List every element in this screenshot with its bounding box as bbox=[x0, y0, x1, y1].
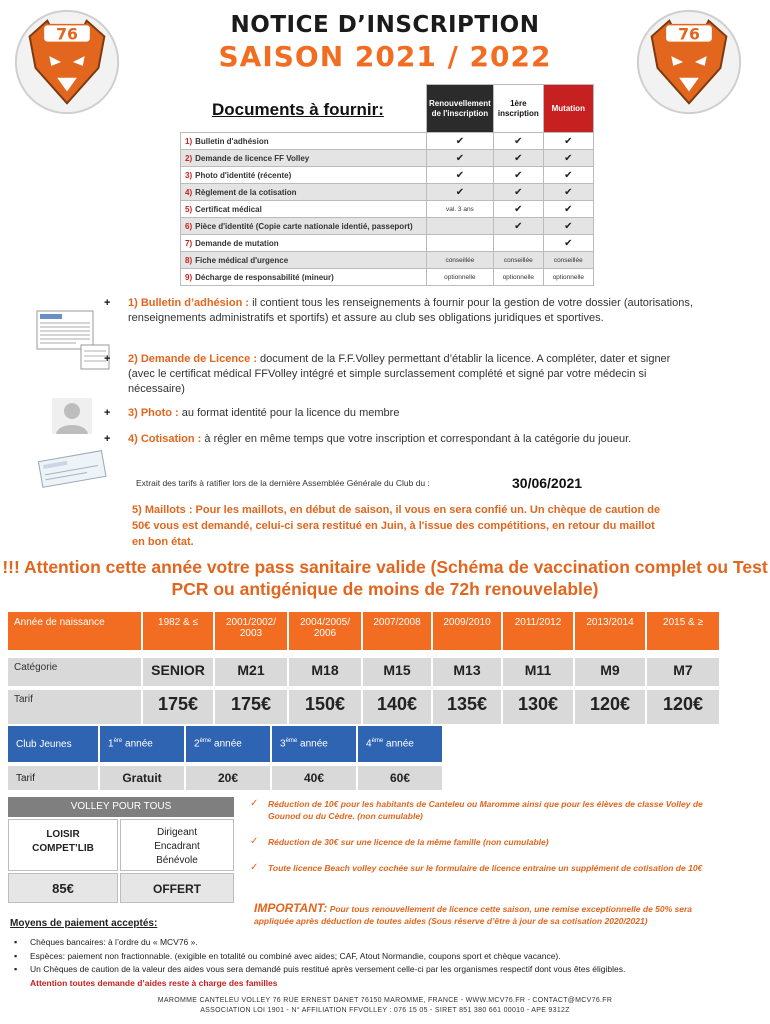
document-cell: ✔ bbox=[493, 201, 543, 218]
document-cell: ✔ bbox=[427, 133, 494, 150]
tarif-category: M7 bbox=[647, 658, 719, 686]
document-cell: ✔ bbox=[543, 150, 593, 167]
tarif-category: M21 bbox=[215, 658, 289, 686]
year-number: 4 bbox=[366, 738, 372, 750]
document-name: Photo d'identité (récente) bbox=[195, 170, 292, 180]
important-label: IMPORTANT: bbox=[254, 901, 328, 915]
document-cell: ✔ bbox=[543, 167, 593, 184]
tarif-year: 2015 & ≥ bbox=[647, 612, 719, 650]
tarif-year: 2001/2002/ 2003 bbox=[215, 612, 289, 650]
document-cell: ✔ bbox=[427, 184, 494, 201]
loisir-price: 85€ bbox=[8, 873, 118, 903]
bullet-label: 4) Cotisation : bbox=[128, 433, 202, 445]
dirigeant-line1: Dirigeant bbox=[156, 827, 198, 838]
documents-header-blank bbox=[181, 85, 427, 133]
tarif-year: 2013/2014 bbox=[575, 612, 647, 650]
document-row bbox=[181, 235, 594, 252]
document-cell: ✔ bbox=[543, 184, 593, 201]
page-title: NOTICE D’INSCRIPTION bbox=[230, 12, 540, 38]
moyens-note: Attention toutes demande d’aides reste à charge des familles bbox=[30, 977, 278, 988]
document-cell: ✔ bbox=[427, 167, 494, 184]
tarifs-table bbox=[8, 612, 719, 724]
tarif-category: M13 bbox=[433, 658, 503, 686]
reduction-text: Réduction de 10€ pour les habitants de Canteleu ou Maromme ainsi que pour les élèves de classe Volley de Gounod ou du Cèdre. (non cumulable) bbox=[268, 799, 703, 821]
tarif-price: 175€ bbox=[215, 690, 289, 724]
document-cell: ✔ bbox=[493, 218, 543, 235]
year-suffix: ème bbox=[199, 738, 212, 745]
document-name: Fiche médical d'urgence bbox=[195, 255, 289, 265]
club-jeunes-year bbox=[100, 726, 186, 762]
checkmark-icon: ✓ bbox=[250, 798, 259, 809]
bullet-body: au format identité pour la licence du membre bbox=[178, 407, 400, 419]
volley-pour-tous-title: VOLLEY POUR TOUS bbox=[8, 797, 234, 817]
season-title: SAISON 2021 / 2022 bbox=[218, 40, 552, 73]
document-cell: val. 3 ans bbox=[427, 201, 494, 218]
loisir-line2: COMPET’LIB bbox=[32, 843, 94, 854]
volley-pour-tous-box bbox=[8, 797, 234, 903]
row-label-tarif: Tarif bbox=[8, 690, 143, 724]
dirigeant-line2: Encadrant bbox=[154, 841, 200, 852]
document-cell: conseillée bbox=[543, 252, 593, 269]
document-cell: optionnelle bbox=[493, 269, 543, 286]
important-text: Pour tous renouvellement de licence cette saison, une remise exceptionnelle de 50% sera appliquée après déduction de toutes aides (Sous réserve d’être à jour de sa cotisation 2020/2021) bbox=[254, 904, 693, 926]
loisir-label bbox=[8, 819, 118, 871]
document-cell: ✔ bbox=[543, 133, 593, 150]
moyens-paiement-title: Moyens de paiement acceptés: bbox=[10, 918, 158, 929]
year-word: année bbox=[383, 738, 414, 750]
document-cell bbox=[493, 235, 543, 252]
plus-icon: + bbox=[104, 353, 111, 365]
document-cell: optionnelle bbox=[427, 269, 494, 286]
document-label bbox=[181, 167, 427, 184]
tarif-year: 2009/2010 bbox=[433, 612, 503, 650]
year-word: année bbox=[211, 738, 242, 750]
tarif-price: 120€ bbox=[575, 690, 647, 724]
year-number: 2 bbox=[194, 738, 200, 750]
logo-text-left: 76 bbox=[56, 24, 78, 44]
document-row bbox=[181, 252, 594, 269]
club-jeunes-price: 40€ bbox=[272, 766, 358, 790]
attention-pass-sanitaire: !!! Attention cette année votre pass sanitaire valide (Schéma de vaccination complet ou Test PCR ou antigénique de moins de 72h renouvelable) bbox=[2, 557, 768, 599]
documents-table bbox=[180, 84, 594, 286]
extrait-date: 30/06/2021 bbox=[512, 475, 583, 491]
reduction-text: Réduction de 30€ sur une licence de la même famille (non cumulable) bbox=[268, 837, 549, 847]
bullet-item bbox=[104, 296, 694, 326]
club-jeunes-year bbox=[358, 726, 444, 762]
document-name: Décharge de responsabilité (mineur) bbox=[195, 272, 334, 282]
checkmark-icon: ✓ bbox=[250, 836, 259, 847]
document-cell: ✔ bbox=[543, 218, 593, 235]
important-note bbox=[254, 902, 724, 927]
checkmark-icon: ✓ bbox=[250, 862, 259, 873]
document-cell: ✔ bbox=[493, 167, 543, 184]
document-cell: ✔ bbox=[493, 184, 543, 201]
cheque-thumbnail-icon bbox=[36, 448, 108, 488]
dirigeant-label bbox=[120, 819, 234, 871]
document-cell: ✔ bbox=[543, 235, 593, 252]
tarif-category: M9 bbox=[575, 658, 647, 686]
club-jeunes-table bbox=[8, 726, 444, 790]
document-cell: ✔ bbox=[543, 201, 593, 218]
tarif-price: 140€ bbox=[363, 690, 433, 724]
photo-placeholder-icon bbox=[52, 398, 92, 434]
document-row bbox=[181, 218, 594, 235]
document-label bbox=[181, 133, 427, 150]
document-row bbox=[181, 167, 594, 184]
footer-line2: ASSOCIATION LOI 1901 - N° AFFILIATION FFVOLLEY : 076 15 05 - SIRET 851 380 661 00010 - APE 9312Z bbox=[200, 1007, 570, 1014]
document-number: 1) bbox=[185, 136, 193, 146]
year-suffix: ème bbox=[371, 738, 384, 745]
document-number: 3) bbox=[185, 170, 193, 180]
plus-icon: + bbox=[104, 433, 111, 445]
tarif-price: 175€ bbox=[143, 690, 215, 724]
document-name: Demande de mutation bbox=[195, 238, 279, 248]
plus-icon: + bbox=[104, 407, 111, 419]
year-number: 3 bbox=[280, 738, 286, 750]
document-name: Demande de licence FF Volley bbox=[195, 153, 310, 163]
maillots-paragraph: 5) Maillots : Pour les maillots, en début de saison, il vous en sera confié un. Un chèque de caution de 50€ vous est demandé, celui-ci sera restitué en Juin, à l'issue des compétitions, en retour du maillot en bon état. bbox=[132, 504, 661, 548]
dirigeant-price: OFFERT bbox=[120, 873, 234, 903]
year-word: année bbox=[297, 738, 328, 750]
reductions-list bbox=[250, 798, 718, 888]
plus-icon: + bbox=[104, 297, 111, 309]
tarif-category: M11 bbox=[503, 658, 575, 686]
footer bbox=[0, 996, 770, 1016]
year-number: 1 bbox=[108, 738, 114, 750]
document-cell: optionnelle bbox=[543, 269, 593, 286]
club-jeunes-price: Gratuit bbox=[100, 766, 186, 790]
bullet-text bbox=[104, 296, 694, 326]
document-number: 7) bbox=[185, 238, 193, 248]
tarif-price: 120€ bbox=[647, 690, 719, 724]
bullet-body: document de la F.F.Volley permettant d’établir la licence. A compléter, dater et signer (avec le certificat médical FFVolley intégré et simple surclassement complété et signé par votre médecin si nécessaire) bbox=[128, 353, 671, 395]
bullet-body: à régler en même temps que votre inscription et correspondant à la catégorie du joueur. bbox=[201, 433, 632, 445]
reduction-item bbox=[250, 862, 718, 874]
reduction-item bbox=[250, 836, 718, 848]
column-mutation: Mutation bbox=[543, 85, 593, 133]
tarif-price: 150€ bbox=[289, 690, 363, 724]
document-number: 2) bbox=[185, 153, 193, 163]
dirigeant-line3: Bénévole bbox=[156, 855, 198, 866]
bullet-label: 1) Bulletin d’adhésion : bbox=[128, 297, 250, 309]
document-cell: conseillée bbox=[493, 252, 543, 269]
year-suffix: ère bbox=[113, 738, 123, 745]
club-jeunes-title: Club Jeunes bbox=[8, 726, 100, 762]
document-label bbox=[181, 269, 427, 286]
footer-line1: MAROMME CANTELEU VOLLEY 76 RUE ERNEST DANET 76150 MAROMME, FRANCE - WWW.MCV76.FR - CONTACT@MCV76.FR bbox=[157, 997, 613, 1004]
tarif-year: 2007/2008 bbox=[363, 612, 433, 650]
document-cell: ✔ bbox=[493, 150, 543, 167]
tarif-year: 1982 & ≤ bbox=[143, 612, 215, 650]
document-label bbox=[181, 252, 427, 269]
bullet-body: il contient tous les renseignements à fournir pour la gestion de votre dossier (autorisations, renseignements administratifs et sportifs) et assure au club ses obligations juridiques et sportives. bbox=[128, 297, 693, 324]
tarif-price: 130€ bbox=[503, 690, 575, 724]
document-number: 9) bbox=[185, 272, 193, 282]
bullet-label: 2) Demande de Licence : bbox=[128, 353, 257, 365]
tarif-price: 135€ bbox=[433, 690, 503, 724]
document-row bbox=[181, 150, 594, 167]
document-row bbox=[181, 269, 594, 286]
document-name: Bulletin d'adhésion bbox=[195, 136, 269, 146]
tarif-category: M18 bbox=[289, 658, 363, 686]
document-name: Pièce d'identité (Copie carte nationale identié, passeport) bbox=[195, 221, 413, 231]
row-label-categorie: Catégorie bbox=[8, 658, 143, 686]
document-row bbox=[181, 184, 594, 201]
year-word: année bbox=[122, 738, 153, 750]
document-label bbox=[181, 184, 427, 201]
bullet-item bbox=[104, 406, 694, 421]
tarif-category: SENIOR bbox=[143, 658, 215, 686]
document-number: 4) bbox=[185, 187, 193, 197]
document-cell bbox=[427, 218, 494, 235]
logo-text-right: 76 bbox=[678, 24, 700, 44]
club-jeunes-year bbox=[186, 726, 272, 762]
tarif-year: 2011/2012 bbox=[503, 612, 575, 650]
document-cell bbox=[427, 235, 494, 252]
club-jeunes-price: 20€ bbox=[186, 766, 272, 790]
column-renouvellement: Renouvellement de l'inscription bbox=[427, 85, 494, 133]
documents-title: Documents à fournir: bbox=[212, 100, 384, 119]
document-cell: ✔ bbox=[493, 133, 543, 150]
moyen-caution: ▪ Un Chèques de caution de la valeur des aides vous sera demandé puis restitué après versement celle-ci par les organismes respectif dont vous êtes éligibles. bbox=[12, 963, 760, 977]
moyens-paiement-list bbox=[12, 936, 760, 990]
document-number: 5) bbox=[185, 204, 193, 214]
document-cell: conseillée bbox=[427, 252, 494, 269]
bullet-item bbox=[104, 352, 694, 397]
tarif-year: 2004/2005/ 2006 bbox=[289, 612, 363, 650]
year-suffix: ème bbox=[285, 738, 298, 745]
bullet-item bbox=[104, 432, 694, 447]
reduction-text: Toute licence Beach volley cochée sur le formulaire de licence entraine un supplément de cotisation de 10€ bbox=[268, 863, 703, 873]
bullet-label: 3) Photo : bbox=[128, 407, 179, 419]
bullet-text bbox=[104, 352, 694, 397]
club-jeunes-tarif-label: Tarif bbox=[8, 766, 100, 790]
loisir-line1: LOISIR bbox=[46, 829, 80, 840]
bullet-text bbox=[104, 432, 694, 447]
moyen-especes: ▪ Espèces: paiement non fractionnable. (exigible en totalité ou combiné avec aides; CAF, Atout Normandie, coupons sport et chèque vacance). bbox=[12, 950, 760, 964]
document-name: Règlement de la cotisation bbox=[195, 187, 297, 197]
document-label bbox=[181, 218, 427, 235]
bullet-text bbox=[104, 406, 694, 421]
document-name: Certificat médical bbox=[195, 204, 262, 214]
document-row bbox=[181, 201, 594, 218]
reduction-item bbox=[250, 798, 718, 822]
club-jeunes-year bbox=[272, 726, 358, 762]
column-premiere-inscription: 1ère inscription bbox=[493, 85, 543, 133]
document-cell: ✔ bbox=[427, 150, 494, 167]
document-label bbox=[181, 201, 427, 218]
document-number: 8) bbox=[185, 255, 193, 265]
tarif-category: M15 bbox=[363, 658, 433, 686]
row-label-annee: Année de naissance bbox=[8, 612, 143, 650]
moyen-cheque: ▪ Chèques bancaires: à l’ordre du « MCV76 ». bbox=[12, 936, 760, 950]
document-number: 6) bbox=[185, 221, 193, 231]
document-label bbox=[181, 150, 427, 167]
document-row bbox=[181, 133, 594, 150]
club-jeunes-price: 60€ bbox=[358, 766, 444, 790]
document-label bbox=[181, 235, 427, 252]
extrait-text: Extrait des tarifs à ratifier lors de la dernière Assemblée Générale du Club du : bbox=[136, 478, 430, 488]
